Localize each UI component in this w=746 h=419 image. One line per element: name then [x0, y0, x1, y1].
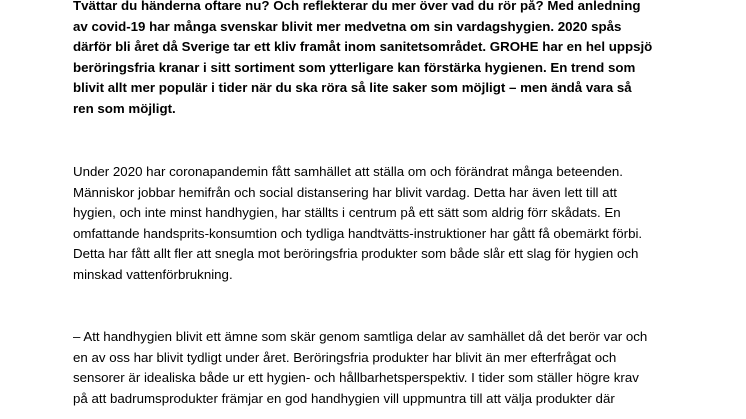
lead-line: av covid-19 har många svenskar blivit mer medvetna om sin vardagshygien. 2020 spås [73, 18, 622, 34]
body-line: hygien, och inte minst handhygien, har ställts i centrum på ett sätt som aldrig förr skådats. En [73, 205, 621, 221]
body-line: minskad vattenförbrukning. [73, 266, 233, 282]
body-line: Detta har fått allt fler att snegla mot beröringsfria produkter som både slår ett slag för hygien och [73, 246, 639, 262]
lead-line: ren som möjligt. [73, 100, 176, 116]
quote-paragraph [73, 327, 647, 409]
body-line: Människor jobbar hemifrån och social distansering har blivit vardag. Detta har även lett till att [73, 184, 617, 200]
body-paragraph [73, 162, 642, 286]
body-line: en av oss har blivit tydligt under året. Beröringsfria produkter har blivit än mer efterfrågat och [73, 349, 617, 365]
body-line: omfattande handsprits-konsumtion och tydliga handtvätts-instruktioner har gått få obemärkt förbi. [73, 225, 643, 241]
body-line: – Att handhygien blivit ett ämne som skär genom samtliga delar av samhället då det berör var och [73, 329, 648, 344]
lead-line: blivit allt mer populär i tider när du ska röra så lite saker som möjligt – men ändå vara så [73, 80, 632, 96]
body-line: på att badrumsprodukter främjar en god handhygien vill uppmuntra till att välja produkter där [73, 390, 615, 406]
body-line: sensorer är idealiska både ur ett hygien- och hållbarhetsperspektiv. I tider som ställer högre krav [73, 370, 639, 386]
lead-paragraph [73, 0, 723, 120]
lead-line: beröringsfria kranar i sitt sortiment som ytterligare kan förstärka hygienen. En trend som [73, 59, 636, 75]
document-page [73, 0, 723, 406]
lead-line: Tvättar du händerna oftare nu? Och reflekterar du mer över vad du rör på? Med anledning [73, 0, 641, 13]
body-line: Under 2020 har coronapandemin fått samhället att ställa om och förändrat många beteenden. [73, 164, 623, 179]
lead-line: därför bli året då Sverige tar ett kliv framåt inom sanitetsområdet. GROHE har en hel uppsjö [73, 39, 653, 55]
